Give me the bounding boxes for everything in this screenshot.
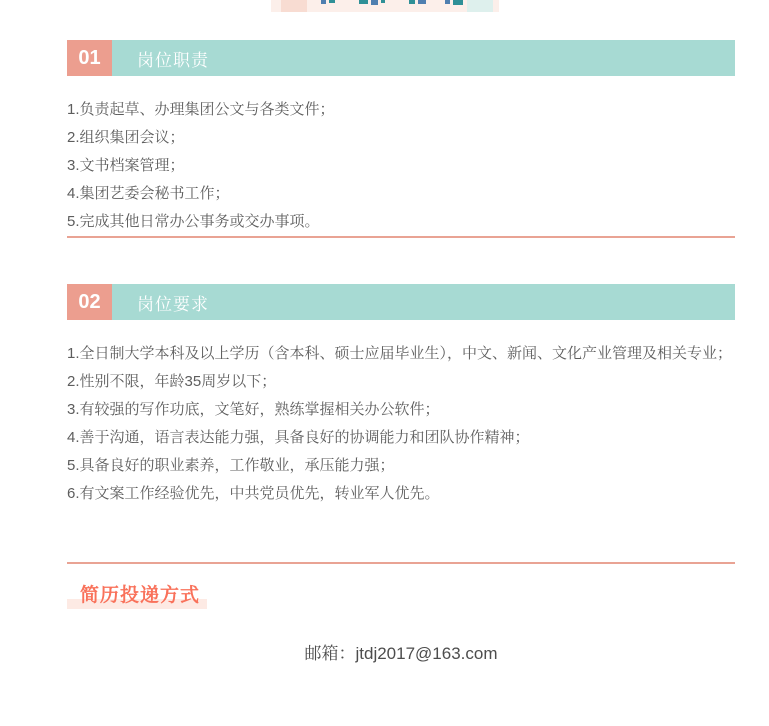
email-label: 邮箱： bbox=[304, 644, 356, 663]
masthead-right-square-icon bbox=[467, 0, 493, 12]
list-item: 2.性别不限，年龄35周岁以下； bbox=[67, 373, 277, 390]
list-item: 4.善于沟通，语言表达能力强，具备良好的协调能力和团队协作精神； bbox=[67, 429, 530, 446]
list-item: 4.集团艺委会秘书工作； bbox=[67, 185, 230, 202]
section-title: 岗位要求 bbox=[137, 294, 209, 314]
list-item: 2.组织集团会议； bbox=[67, 129, 185, 146]
email-line bbox=[67, 639, 735, 664]
resume-submission-block bbox=[0, 564, 769, 664]
masthead-left-square-icon bbox=[281, 0, 307, 12]
section-header-requirements bbox=[67, 284, 735, 320]
responsibilities-list bbox=[67, 96, 735, 236]
section-divider bbox=[67, 236, 735, 238]
requirements-list bbox=[67, 340, 735, 508]
list-item: 5.具备良好的职业素养，工作敬业，承压能力强； bbox=[67, 457, 395, 474]
resume-title-text: 简历投递方式 bbox=[80, 585, 201, 606]
section-responsibilities bbox=[0, 40, 769, 238]
section-number-badge: 01 bbox=[67, 40, 112, 76]
list-item: 3.有较强的写作功底，文笔好，熟练掌握相关办公软件； bbox=[67, 401, 440, 418]
section-title: 岗位职责 bbox=[137, 50, 209, 70]
list-item: 1.负责起草、办理集团公文与各类文件； bbox=[67, 101, 335, 118]
section-number-badge: 02 bbox=[67, 284, 112, 320]
email-address: jtdj2017@163.com bbox=[355, 644, 498, 663]
masthead-banner bbox=[271, 0, 499, 12]
list-item: 1.全日制大学本科及以上学历（含本科、硕士应届毕业生），中文、新闻、文化产业管理及相关专业； bbox=[67, 345, 733, 362]
masthead-title-fragment bbox=[319, 0, 469, 12]
section-requirements bbox=[0, 284, 769, 564]
section-header-responsibilities bbox=[67, 40, 735, 76]
resume-section-title bbox=[67, 580, 200, 607]
list-item: 3.文书档案管理； bbox=[67, 157, 185, 174]
list-item: 6.有文案工作经验优先，中共党员优先，转业军人优先。 bbox=[67, 485, 440, 502]
list-item: 5.完成其他日常办公事务或交办事项。 bbox=[67, 213, 320, 230]
